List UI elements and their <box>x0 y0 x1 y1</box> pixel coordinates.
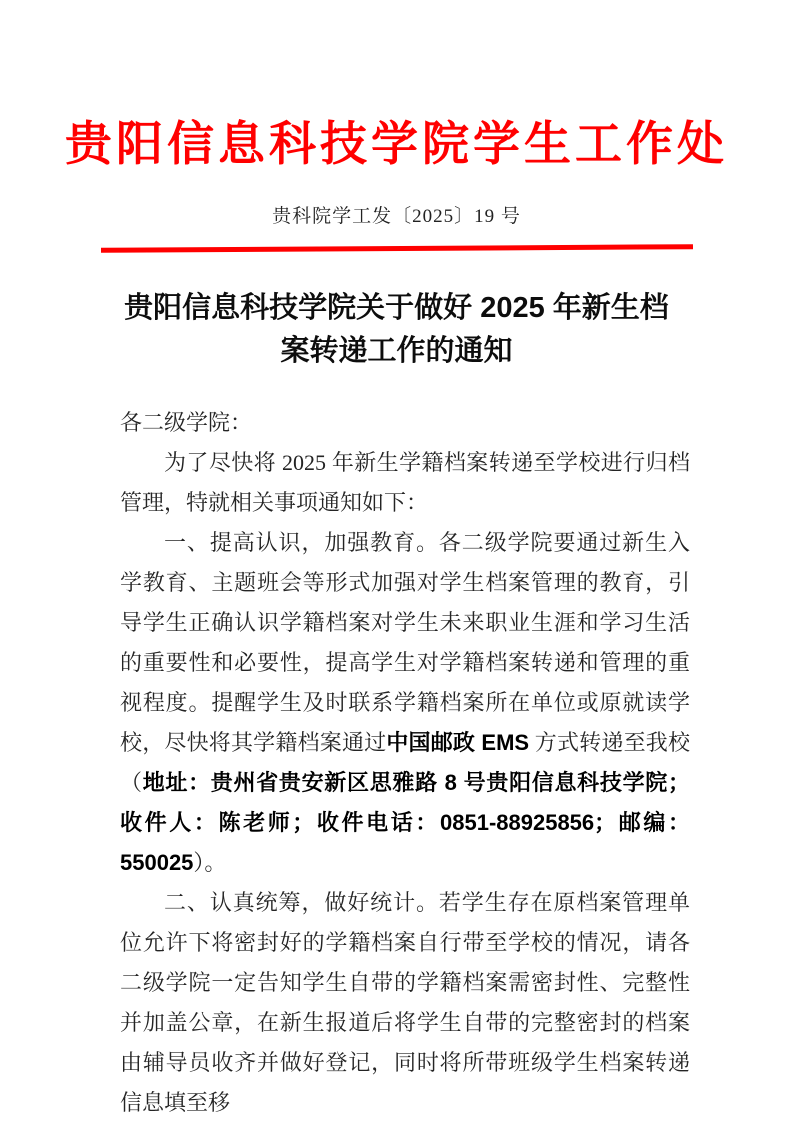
bold-text-run: 中国邮政 EMS <box>386 730 530 755</box>
text-run: 方式转递至我校（ <box>120 730 690 795</box>
body-paragraph <box>120 883 690 1122</box>
document-body-paragraphs <box>120 443 690 1122</box>
header-divider-line <box>100 244 692 253</box>
document-header-title: 贵阳信息科技学院学生工作处 <box>65 119 728 171</box>
text-run: 为了尽快将 2025 年新生学籍档案转递至学校进行归档管理，特就相关事项通知如下： <box>120 450 690 515</box>
body-paragraph <box>120 443 690 523</box>
body-paragraph <box>120 523 690 883</box>
bold-text-run: 地址：贵州省贵安新区思雅路 8 号贵阳信息科技学院；收件人：陈老师；收件电话：0851-88925856；邮编：550025 <box>120 770 690 875</box>
salutation: 各二级学院： <box>120 410 253 435</box>
text-run: 二、认真统筹，做好统计。若学生存在原档案管理单位允许下将密封好的学籍档案自行带至学校的情况，请各二级学院一定告知学生自带的学籍档案需密封性、完整性并加盖公章，在新生报道后将学生自带的完整密封的档案由辅导员收齐并做好登记，同时将所带班级学生档案转递信息填至移 <box>120 890 690 1115</box>
text-run: 一、提高认识，加强教育。各二级学院要通过新生入学教育、主题班会等形式加强对学生档案管理的教育，引导学生正确认识学籍档案对学生未来职业生涯和学习生活的重要性和必要性，提高学生对学籍档案转递和管理的重视程度。提醒学生及时联系学籍档案所在单位或原就读学校，尽快将其学籍档案通过 <box>120 530 690 755</box>
text-run: ）。 <box>193 850 227 875</box>
document-body <box>120 403 690 1122</box>
document-number: 贵科院学工发〔2025〕19 号 <box>272 206 521 227</box>
document-title: 贵阳信息科技学院关于做好 2025 年新生档案转递工作的通知 <box>124 292 669 367</box>
